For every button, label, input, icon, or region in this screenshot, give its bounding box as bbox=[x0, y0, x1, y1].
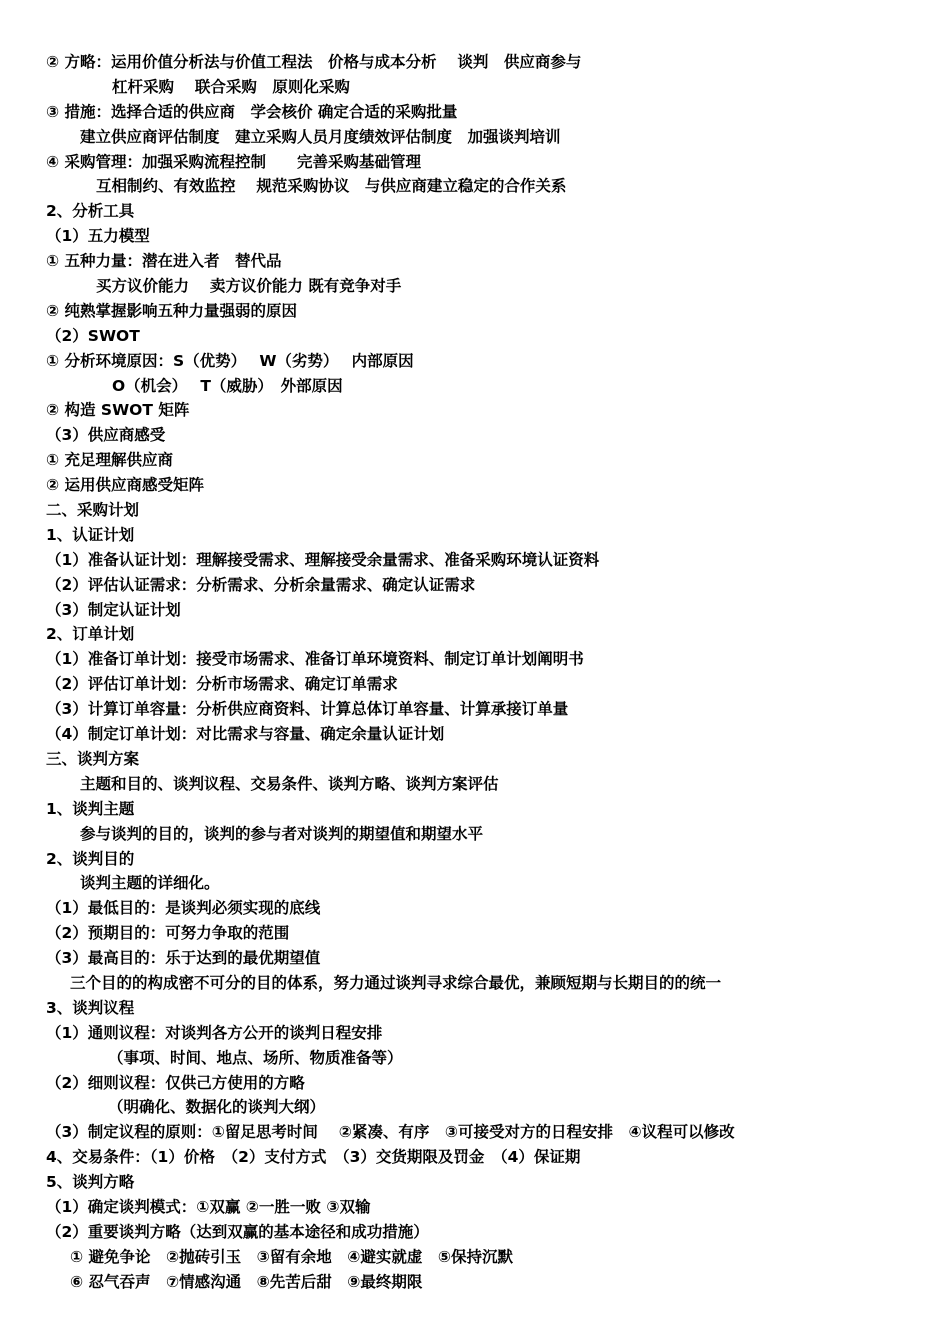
document-line: 建立供应商评估制度 建立采购人员月度绩效评估制度 加强谈判培训 bbox=[80, 127, 561, 146]
document-line: 互相制约、有效监控 规范采购协议 与供应商建立稳定的合作关系 bbox=[96, 177, 567, 196]
document-line: ② 方略：运用价值分析法与价值工程法 价格与成本分析 谈判 供应商参与 bbox=[46, 53, 582, 71]
document-line: （3）计算订单容量：分析供应商资料、计算总体订单容量、计算承接订单量 bbox=[46, 700, 569, 719]
document-line: 杠杆采购 联合采购 原则化采购 bbox=[112, 77, 350, 96]
document-line: ① 分析环境原因：S（优势） W（劣势） 内部原因 bbox=[46, 351, 414, 370]
document-line: 参与谈判的目的，谈判的参与者对谈判的期望值和期望水平 bbox=[80, 824, 484, 843]
document-line: （3）制定议程的原则：①留足思考时间 ②紧凑、有序 ③可接受对方的日程安排 ④议程可以修改 bbox=[46, 1123, 735, 1142]
document-line: 三、谈判方案 bbox=[46, 749, 140, 768]
document-line: 1、谈判主题 bbox=[46, 799, 135, 818]
document-line: （2）细则议程：仅供己方使用的方略 bbox=[46, 1073, 305, 1092]
document-line: （事项、时间、地点、场所、物质准备等） bbox=[108, 1048, 403, 1067]
document-line: （1）准备认证计划：理解接受需求、理解接受余量需求、准备采购环境认证资料 bbox=[46, 550, 600, 569]
document-line: ④ 采购管理：加强采购流程控制 完善采购基础管理 bbox=[46, 152, 422, 171]
document-line: 买方议价能力 卖方议价能力 既有竞争对手 bbox=[96, 277, 402, 296]
document-body bbox=[0, 50, 950, 1295]
document-line: （2）重要谈判方略（达到双赢的基本途径和成功措施） bbox=[46, 1222, 429, 1241]
document-line: ① 避免争论 ②抛砖引玉 ③留有余地 ④避实就虚 ⑤保持沉默 bbox=[70, 1247, 514, 1266]
document-line: 3、谈判议程 bbox=[46, 998, 135, 1017]
document-line: （明确化、数据化的谈判大纲） bbox=[108, 1098, 326, 1117]
document-line: 2、分析工具 bbox=[46, 202, 135, 221]
document-line: （2）评估订单计划：分析市场需求、确定订单需求 bbox=[46, 675, 398, 694]
document-line: 主题和目的、谈判议程、交易条件、谈判方略、谈判方案评估 bbox=[80, 774, 499, 793]
document-line: 4、交易条件：（1）价格 （2）支付方式 （3）交货期限及罚金 （4）保证期 bbox=[46, 1148, 581, 1167]
document-line: 2、谈判目的 bbox=[46, 849, 135, 868]
document-line: （1）五力模型 bbox=[46, 227, 150, 246]
document-line: （2）评估认证需求：分析需求、分析余量需求、确定认证需求 bbox=[46, 575, 476, 594]
document-line: ⑥ 忍气吞声 ⑦情感沟通 ⑧先苦后甜 ⑨最终期限 bbox=[70, 1272, 423, 1291]
document-line: 二、采购计划 bbox=[46, 501, 140, 520]
document-line: O（机会） T（威胁） 外部原因 bbox=[112, 376, 343, 395]
document-line: （3）最高目的：乐于达到的最优期望值 bbox=[46, 949, 321, 968]
document-line: 2、订单计划 bbox=[46, 625, 135, 644]
document-line: ① 充足理解供应商 bbox=[46, 451, 174, 470]
document-line: ② 纯熟掌握影响五种力量强弱的原因 bbox=[46, 301, 298, 320]
document-line: （2）SWOT bbox=[46, 326, 140, 345]
document-line: ② 构造 SWOT 矩阵 bbox=[46, 401, 190, 420]
document-line: 谈判主题的详细化。 bbox=[80, 874, 220, 893]
document-line: 1、认证计划 bbox=[46, 525, 135, 544]
document-line: （2）预期目的：可努力争取的范围 bbox=[46, 924, 290, 943]
document-line: ③ 措施：选择合适的供应商 学会核价 确定合适的采购批量 bbox=[46, 102, 458, 121]
document-line: （1）最低目的：是谈判必须实现的底线 bbox=[46, 899, 321, 918]
document-line: （1）准备订单计划：接受市场需求、准备订单环境资料、制定订单计划阐明书 bbox=[46, 650, 584, 669]
document-line: （1）确定谈判模式：①双赢 ②一胜一败 ③双输 bbox=[46, 1197, 371, 1216]
document-line: 三个目的的构成密不可分的目的体系，努力通过谈判寻求综合最优，兼顾短期与长期目的的统一 bbox=[70, 973, 722, 992]
document-line: （3）供应商感受 bbox=[46, 426, 166, 445]
document-line: 5、谈判方略 bbox=[46, 1173, 135, 1192]
document-line: （4）制定订单计划：对比需求与容量、确定余量认证计划 bbox=[46, 725, 445, 744]
document-line: （1）通则议程：对谈判各方公开的谈判日程安排 bbox=[46, 1023, 383, 1042]
document-line: （3）制定认证计划 bbox=[46, 600, 181, 619]
document-line: ② 运用供应商感受矩阵 bbox=[46, 476, 205, 495]
document-line: ① 五种力量：潜在进入者 替代品 bbox=[46, 252, 282, 271]
